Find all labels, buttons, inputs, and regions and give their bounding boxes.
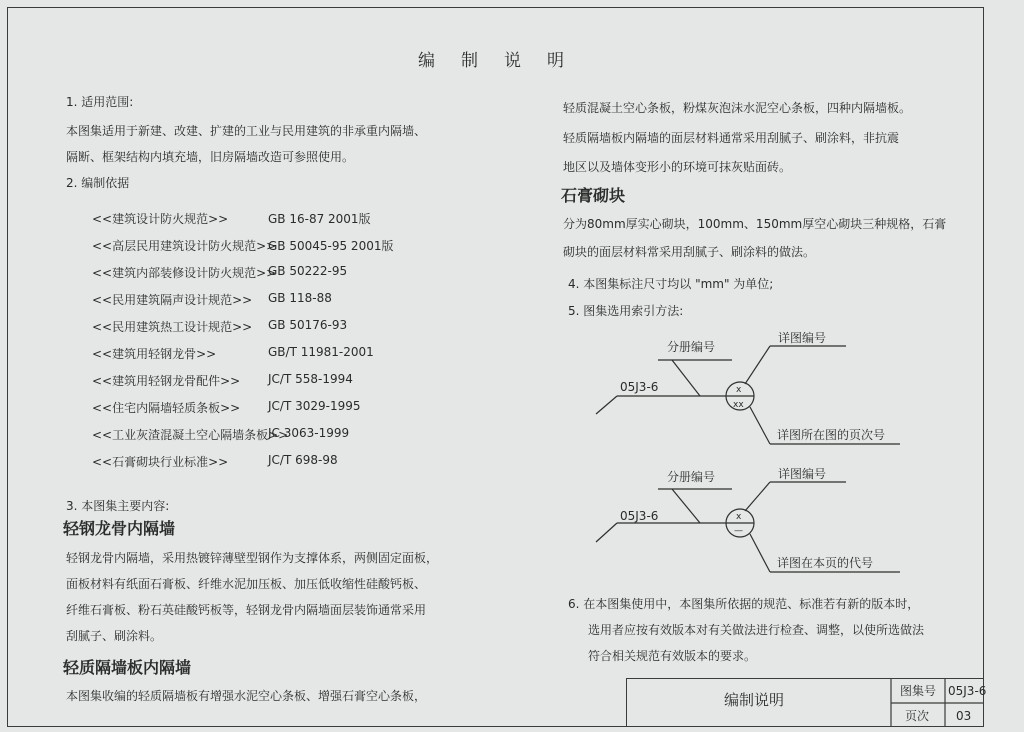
paragraph-line: 本图集收编的轻质隔墙板有增强水泥空心条板、增强石膏空心条板， xyxy=(66,689,427,703)
standard-name: <<建筑用轻钢龙骨>> xyxy=(92,347,217,361)
paragraph-line: 面板材料有纸面石膏板、纤维水泥加压板、加压低收缩性硅酸钙板、 xyxy=(66,577,427,591)
standard-name: <<石膏砌块行业标准>> xyxy=(92,455,229,469)
standard-code: GB 50222-95 xyxy=(268,264,348,278)
detail-number-mark: x xyxy=(736,512,742,522)
standard-name: <<建筑内部装修设计防火规范>> xyxy=(92,266,277,280)
standard-code: GB 50045-95 2001版 xyxy=(268,239,394,253)
standard-code: JC/T 3029-1995 xyxy=(268,399,361,413)
standard-code: JC/T 558-1994 xyxy=(268,372,353,386)
standard-name: <<民用建筑热工设计规范>> xyxy=(92,320,253,334)
section-1-text-line: 隔断、框架结构内填充墙，旧房隔墙改造可参照使用。 xyxy=(66,150,355,164)
item-5-text: 5. 图集选用索引方法: xyxy=(568,304,684,318)
standard-name: <<住宅内隔墙轻质条板>> xyxy=(92,401,241,415)
atlas-number-label: 图集号 xyxy=(900,684,937,698)
paragraph-line: 纤维石膏板、粉石英硅酸钙板等，轻钢龙骨内隔墙面层装饰通常采用 xyxy=(66,603,427,617)
page-number-mark: — xyxy=(734,526,743,536)
section-3-heading: 3. 本图集主要内容: xyxy=(66,499,170,513)
detail-number-label: 详图编号 xyxy=(778,467,827,481)
item-6-text: 符合相关规范有效版本的要求。 xyxy=(588,649,757,663)
item-4-text: 4. 本图集标注尺寸均以 "mm" 为单位; xyxy=(568,277,774,291)
section-2-heading: 2. 编制依据 xyxy=(66,176,130,190)
item-6-text: 选用者应按有效版本对有关做法进行检查、调整，以使所选做法 xyxy=(588,623,925,637)
paragraph-line: 轻质混凝土空心条板，粉煤灰泡沫水泥空心条板，四种内隔墙板。 xyxy=(563,101,912,115)
standard-name: <<高层民用建筑设计防火规范>> xyxy=(92,239,277,253)
paragraph-line: 地区以及墙体变形小的环境可抹灰贴面砖。 xyxy=(563,160,792,174)
subheading-light-panel: 轻质隔墙板内隔墙 xyxy=(63,658,192,677)
detail-page-label: 详图所在图的页次号 xyxy=(777,428,886,442)
detail-number-label: 详图编号 xyxy=(778,331,827,345)
section-1-text-line: 本图集适用于新建、改建、扩建的工业与民用建筑的非承重内隔墙、 xyxy=(66,124,427,138)
standard-code: GB 16-87 2001版 xyxy=(268,212,371,226)
subheading-gypsum-block: 石膏砌块 xyxy=(561,186,626,205)
page-number-mark: xx xyxy=(733,400,744,410)
standard-code: GB 118-88 xyxy=(268,291,332,305)
standard-code: GB 50176-93 xyxy=(268,318,348,332)
detail-page-label: 详图在本页的代号 xyxy=(777,556,874,570)
volume-number-label: 分册编号 xyxy=(667,340,716,354)
detail-number-mark: x xyxy=(736,385,742,395)
standard-code: JC 3063-1999 xyxy=(268,426,350,440)
atlas-code: 05J3-6 xyxy=(620,380,659,394)
page-number-label: 页次 xyxy=(905,709,930,723)
paragraph-line: 砌块的面层材料常采用刮腻子、刷涂料的做法。 xyxy=(563,245,816,259)
paragraph-line: 轻钢龙骨内隔墙，采用热镀锌薄壁型钢作为支撑体系，两侧固定面板， xyxy=(66,551,439,565)
paragraph-line: 分为80mm厚实心砌块，100mm、150mm厚空心砌块三种规格，石膏 xyxy=(563,217,947,231)
section-1-heading: 1. 适用范围: xyxy=(66,95,134,109)
standard-name: <<建筑设计防火规范>> xyxy=(92,212,229,226)
standard-name: <<建筑用轻钢龙骨配件>> xyxy=(92,374,241,388)
title-block-name: 编制说明 xyxy=(724,691,785,709)
subheading-steel-stud: 轻钢龙骨内隔墙 xyxy=(63,519,176,538)
atlas-code: 05J3-6 xyxy=(620,509,659,523)
paragraph-line: 轻质隔墙板内隔墙的面层材料通常采用刮腻子、刷涂料，非抗震 xyxy=(563,131,900,145)
standard-name: <<民用建筑隔声设计规范>> xyxy=(92,293,253,307)
paragraph-line: 刮腻子、刷涂料。 xyxy=(66,629,163,643)
volume-number-label: 分册编号 xyxy=(667,470,716,484)
standard-code: JC/T 698-98 xyxy=(268,453,338,467)
page-title: 编制说明 xyxy=(418,51,590,71)
item-6-text: 6. 在本图集使用中，本图集所依据的规范、标准若有新的版本时， xyxy=(568,597,920,611)
page-number-value: 03 xyxy=(956,709,972,723)
standard-code: GB/T 11981-2001 xyxy=(268,345,374,359)
standard-name: <<工业灰渣混凝土空心隔墙条板>> xyxy=(92,428,289,442)
atlas-number-value: 05J3-6 xyxy=(948,684,987,698)
